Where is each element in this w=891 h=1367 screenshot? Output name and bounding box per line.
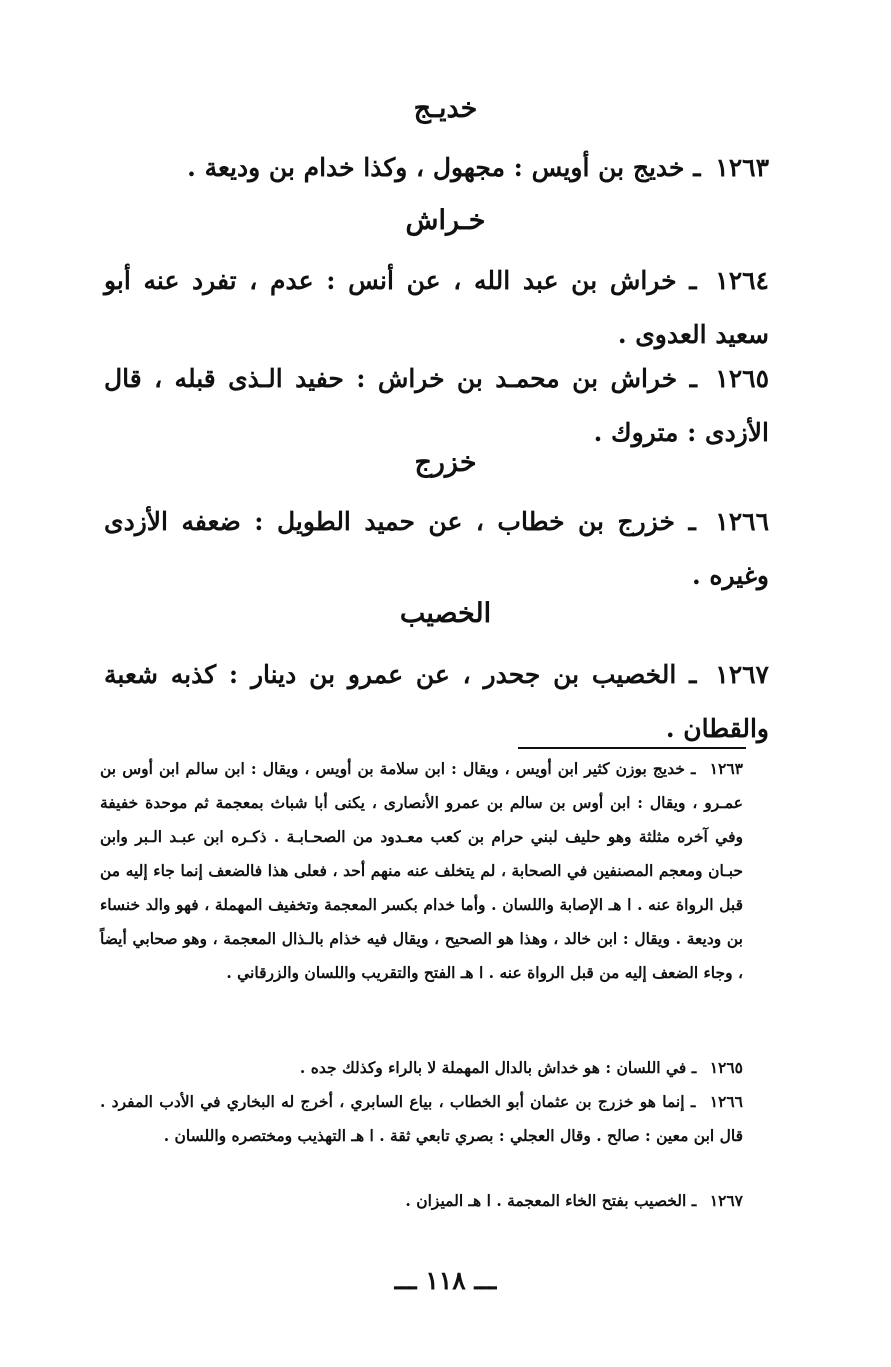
heading-khazraj: خزرج xyxy=(414,447,477,478)
footnote-separator: ـ xyxy=(690,1092,696,1111)
entry-1263 xyxy=(104,141,769,195)
footnote-divider xyxy=(518,747,746,749)
footnote-number: ١٢٦٥ xyxy=(709,1058,743,1077)
footnote-text: إنما هو خزرج بن عثمان أبو الخطاب ، بياع السابري ، أخرج له البخاري في الأدب المفرد . قال ابن معين : صالح . وقال العجلي : بصري تابعي ثقة . ا هـ التهذيب ومختصره واللسان . xyxy=(100,1092,743,1145)
footnote-1267 xyxy=(100,1184,743,1218)
footnote-1263 xyxy=(100,752,743,990)
heading-khirash: خـراش xyxy=(405,205,486,236)
footnote-number: ١٢٦٦ xyxy=(709,1092,743,1111)
footnote-separator: ـ xyxy=(691,1058,697,1077)
footnote-text: خديج بوزن كثير ابن أويس ، ويقال : ابن سلامة بن أويس ، ويقال : ابن سالم ابن أوس بن عمـرو ، ويقال : ابن أوس بن سالم بن عمرو الأنصارى ، يكنى أبا شباث بمعجمة ثم موحدة خفيفة وفي آخره مثلثة وهو حليف لبني حرام بن كعب معـدود من الصحـابـة . ذكـره ابن عبـد الـبر وابن حبـان ومعجم المصنفين في الصحابة ، لم يتخلف عنه منهم أحد ، فعلى هذا فالضعف إنما جاء إليه من قبل الرواة عنه . ا هـ الإصابة واللسان . وأما خدام بكسر المعجمة وتخفيف المهملة ، فهو والد خنساء بن وديعة . ويقال : ابن خالد ، وهذا هو الصحيح ، ويقال فيه خذام بالـذال المعجمة ، وهو صحابي أيضاً ، وجاء الضعف إليه من قبل الرواة عنه . ا هـ الفتح والتقريب واللسان والزرقاني . xyxy=(100,759,743,982)
entry-text: خراش بن عبد الله ، عن أنس : عدم ، تفرد عنه أبو سعيد العدوى . xyxy=(104,266,769,349)
footnote-text: في اللسان : هو خداش بالدال المهملة لا بالراء وكذلك جده . xyxy=(299,1058,687,1077)
footnote-separator: ـ xyxy=(691,759,696,778)
page-number: ـــ ١١٨ ـــ xyxy=(394,1266,497,1295)
entry-text: خديج بن أويس : مجهول ، وكذا خدام بن وديعة . xyxy=(187,153,685,182)
footnote-number: ١٢٦٧ xyxy=(709,1191,743,1210)
entry-text: خراش بن محمـد بن خراش : حفيد الـذى قبله ، قال الأزدى : متروك . xyxy=(104,364,769,447)
entry-text: الخصيب بن جحدر ، عن عمرو بن دينار : كذبه شعبة والقطان . xyxy=(104,660,769,743)
entry-1264 xyxy=(104,254,769,362)
entry-separator: ـ xyxy=(688,507,696,536)
entry-separator: ـ xyxy=(689,364,697,393)
entry-1267 xyxy=(104,648,769,756)
entry-number: ١٢٦٧ xyxy=(715,660,769,689)
footnote-text: الخصيب بفتح الخاء المعجمة . ا هـ الميزان . xyxy=(405,1191,687,1210)
entry-1266 xyxy=(104,495,769,603)
footnote-1266 xyxy=(100,1085,743,1153)
entry-number: ١٢٦٤ xyxy=(715,266,769,295)
entry-separator: ـ xyxy=(689,660,697,689)
heading-khadij: خديـج xyxy=(413,93,478,124)
entry-1265 xyxy=(104,352,769,460)
entry-separator: ـ xyxy=(689,266,697,295)
heading-khusaib: الخصيب xyxy=(399,598,492,629)
footnote-separator: ـ xyxy=(691,1191,697,1210)
footnote-1265 xyxy=(100,1051,743,1085)
footnote-number: ١٢٦٣ xyxy=(709,759,743,778)
entry-number: ١٢٦٥ xyxy=(715,364,769,393)
entry-text: خزرج بن خطاب ، عن حميد الطويل : ضعفه الأزدى وغيره . xyxy=(104,507,769,590)
entry-number: ١٢٦٦ xyxy=(715,507,769,536)
entry-separator: ـ xyxy=(693,153,701,182)
entry-number: ١٢٦٣ xyxy=(715,153,769,182)
